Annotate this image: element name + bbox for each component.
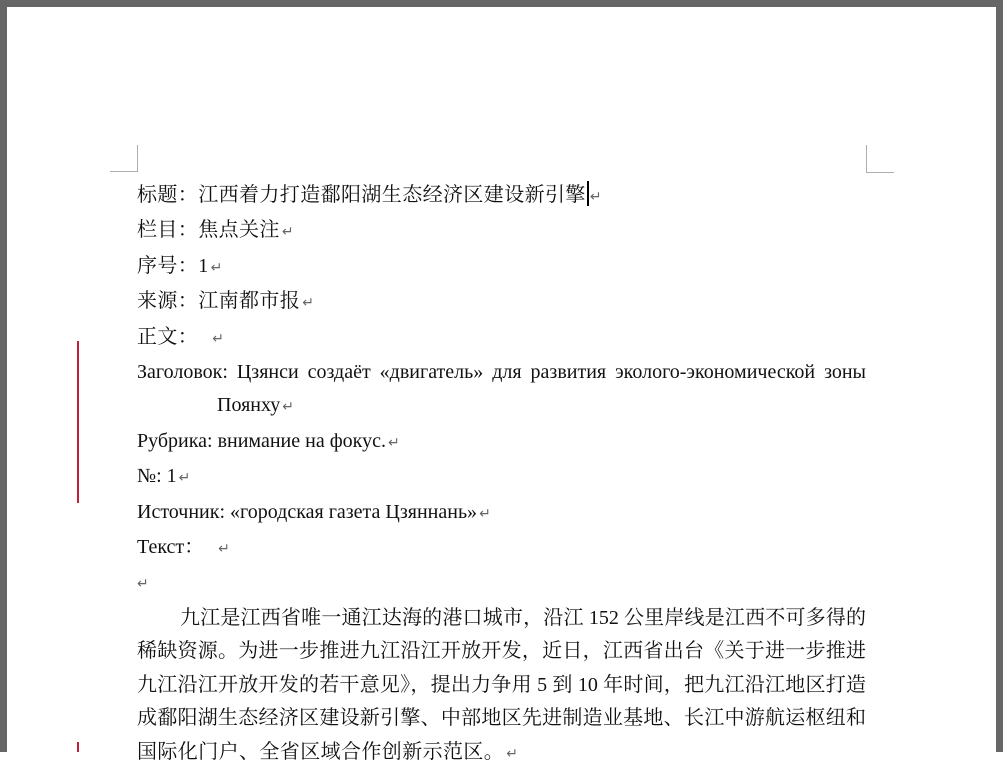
- line-ru-text-label[interactable]: [137, 531, 866, 566]
- line-ru-source[interactable]: [137, 496, 866, 531]
- field-body-label-text: 正文：: [137, 325, 199, 348]
- body-text: 九江沿江开放开发的若干意见》，提出力争用 5 到 10 年时间，把九江沿江地区打造: [137, 673, 866, 696]
- line-empty[interactable]: [137, 566, 866, 601]
- line-ru-number[interactable]: [137, 460, 866, 495]
- field-number-text: 序号：1: [137, 254, 209, 277]
- body-text: 国际化门户、全省区域合作创新示范区。: [137, 740, 505, 763]
- window-frame-right: [996, 0, 1003, 752]
- text-boundary-mark-topleft-h: [110, 171, 138, 172]
- text-boundary-mark-topright-v: [866, 145, 867, 173]
- tracked-change-bar: [77, 742, 79, 752]
- field-column-text: 栏目：焦点关注: [137, 219, 280, 242]
- window-frame-top: [0, 0, 1003, 7]
- ru-source-text: Источник: «городская газета Цзяннань»: [137, 500, 478, 523]
- line-field-source[interactable]: [137, 285, 866, 320]
- text-boundary-mark-topright-h: [866, 172, 894, 173]
- line-body-4[interactable]: [137, 702, 866, 735]
- tracked-change-bar: [77, 341, 79, 503]
- pilcrow-mark: ↵: [218, 541, 230, 558]
- line-body-1[interactable]: [137, 602, 866, 635]
- pilcrow-mark: ↵: [589, 189, 602, 205]
- ru-number-text: №: 1: [137, 465, 177, 488]
- line-ru-heading-1[interactable]: [137, 356, 866, 389]
- text-boundary-mark-topleft-v: [137, 145, 138, 172]
- pilcrow-mark: ↵: [137, 576, 149, 593]
- pilcrow-mark: ↵: [387, 434, 400, 451]
- line-field-title[interactable]: [137, 179, 866, 214]
- pilcrow-mark: ↵: [212, 330, 224, 347]
- line-ru-heading-2[interactable]: [137, 389, 866, 424]
- text-cursor: [587, 181, 589, 206]
- body-text: 稀缺资源。为进一步推进九江沿江开放开发，近日，江西省出台《关于进一步推进: [137, 640, 866, 663]
- window-frame-left: [0, 0, 7, 752]
- line-body-5[interactable]: [137, 736, 866, 771]
- line-ru-rubric[interactable]: [137, 425, 866, 460]
- pilcrow-mark: ↵: [178, 470, 191, 487]
- pilcrow-mark: ↵: [302, 295, 314, 312]
- line-body-3[interactable]: [137, 669, 866, 702]
- body-text: 成鄱阳湖生态经济区建设新引擎、中部地区先进制造业基地、长江中游航运枢纽和: [137, 707, 866, 730]
- ru-text-label-text: Текст：: [137, 536, 205, 559]
- pilcrow-mark: ↵: [210, 259, 223, 276]
- ru-heading-text: Заголовок: Цзянси создаёт «двигатель» для развития эколого-экономической зоны: [137, 361, 866, 384]
- line-field-column[interactable]: [137, 214, 866, 249]
- field-title-text: 标题：江西着力打造鄱阳湖生态经济区建设新引擎: [137, 184, 586, 206]
- body-text: 九江是江西省唯一通江达海的港口城市，沿江 152 公里岸线是江西不可多得的: [180, 606, 866, 629]
- ru-heading-continuation-text: Поянху: [217, 394, 281, 417]
- pilcrow-mark: ↵: [479, 505, 491, 522]
- ru-rubric-text: Рубрика: внимание на фокус.: [137, 429, 386, 452]
- line-field-number[interactable]: [137, 250, 866, 285]
- document-text-area[interactable]: [137, 179, 866, 771]
- line-field-body-label[interactable]: [137, 321, 866, 356]
- pilcrow-mark: ↵: [282, 399, 294, 416]
- pilcrow-mark: ↵: [506, 745, 518, 762]
- line-body-2[interactable]: [137, 635, 866, 668]
- pilcrow-mark: ↵: [281, 224, 294, 241]
- field-source-text: 来源：江南都市报: [137, 290, 301, 313]
